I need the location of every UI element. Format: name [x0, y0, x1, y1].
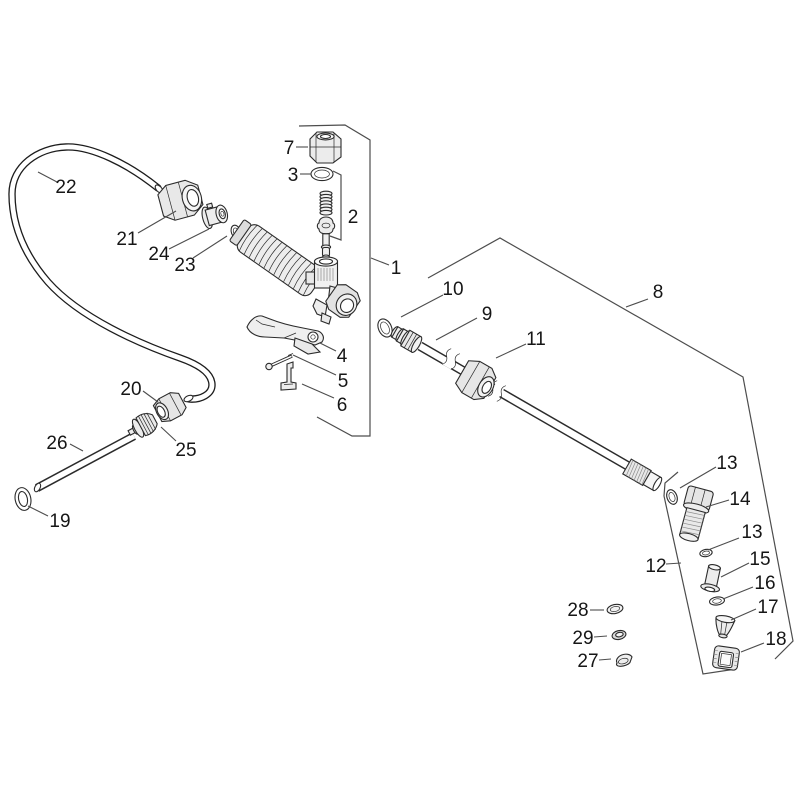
callout-13b: 13 — [741, 522, 763, 543]
part-16-washer — [709, 596, 725, 606]
part-19-oring — [13, 486, 33, 512]
callout-19: 19 — [49, 511, 71, 532]
callout-10: 10 — [442, 279, 464, 300]
part-13b-oring — [699, 548, 712, 557]
part-24-plug-fitting — [200, 200, 230, 230]
leader-lines — [28, 147, 764, 660]
callout-28: 28 — [567, 600, 589, 621]
callout-16: 16 — [754, 573, 776, 594]
part-15-nozzle-insert — [700, 563, 724, 593]
callout-4: 4 — [336, 346, 348, 367]
callout-17: 17 — [757, 597, 779, 618]
gun-body — [228, 217, 364, 324]
part-17-nozzle-cone — [713, 614, 736, 639]
callout-14: 14 — [729, 489, 751, 510]
callout-23: 23 — [174, 255, 196, 276]
part-2-spring-and-valve — [317, 191, 334, 258]
callout-20: 20 — [120, 379, 142, 400]
callout-25: 25 — [175, 440, 197, 461]
callout-27: 27 — [577, 651, 599, 672]
part-20-hose-nut — [151, 389, 188, 424]
part-4-trigger-lever — [247, 316, 323, 354]
callout-24: 24 — [148, 244, 170, 265]
callout-26: 26 — [46, 433, 68, 454]
lance-threaded-tip — [623, 459, 664, 493]
callout-18: 18 — [765, 629, 787, 650]
part-21-coupling-nut — [156, 177, 205, 223]
part-29-seal — [611, 629, 627, 641]
callout-5: 5 — [337, 371, 349, 392]
callout-21: 21 — [116, 229, 138, 250]
callout-6: 6 — [336, 395, 348, 416]
callout-11: 11 — [526, 329, 546, 350]
part-18-nozzle-cap — [712, 645, 740, 670]
part-6-safety-latch — [281, 362, 296, 390]
part-8-group-bracket — [428, 238, 793, 659]
part-27-cap — [614, 652, 633, 667]
callout-13a: 13 — [716, 453, 738, 474]
callout-1: 1 — [390, 258, 402, 279]
part-7-cap-nut — [310, 132, 341, 163]
part-28-oring — [606, 603, 624, 615]
callout-2: 2 — [347, 207, 359, 228]
callout-8: 8 — [652, 282, 664, 303]
callout-12: 12 — [645, 556, 667, 577]
part-13a-oring — [665, 488, 680, 506]
part-14-elbow-fitting — [675, 485, 714, 543]
callout-9: 9 — [481, 304, 493, 325]
callout-3: 3 — [287, 165, 299, 186]
bracket-lines — [299, 125, 793, 674]
part-3-oring — [311, 167, 333, 180]
callout-29: 29 — [572, 628, 594, 649]
callout-22: 22 — [55, 177, 77, 198]
callout-15: 15 — [749, 549, 771, 570]
callout-7: 7 — [283, 138, 295, 159]
